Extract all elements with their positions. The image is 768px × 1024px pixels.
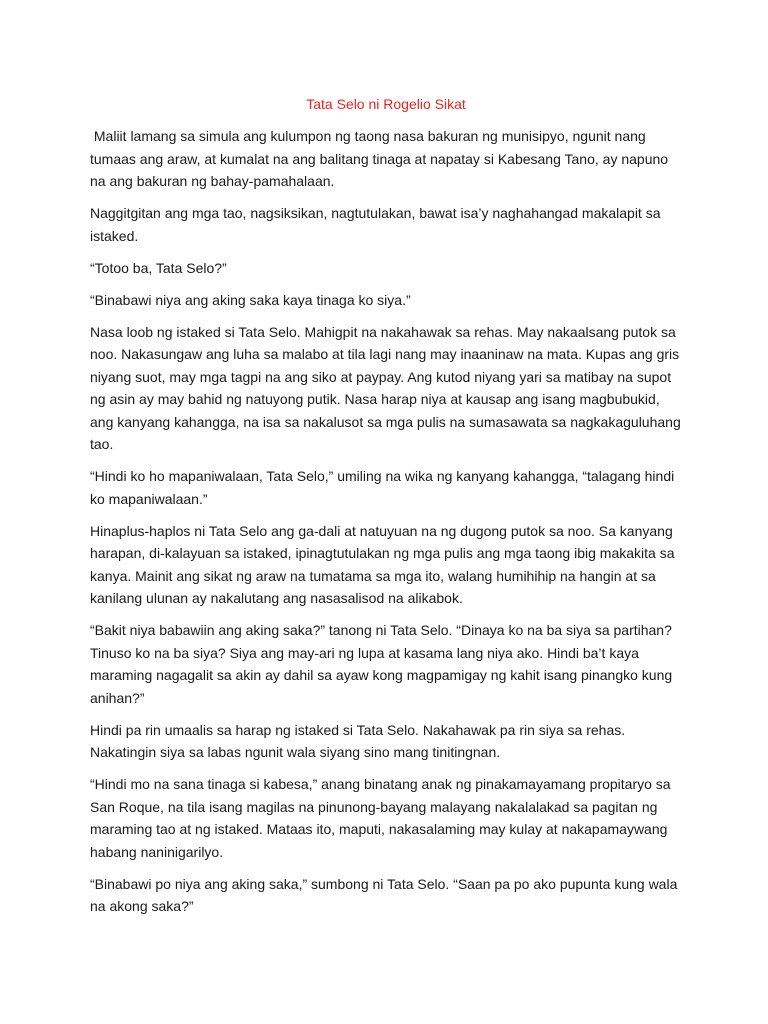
paragraph: “Bakit niya babawiin ang aking saka?” tanong ni Tata Selo. “Dinaya ko na ba siya sa partihan? Tinuso ko na ba siya? Siya ang may-ari ng lupa at kasama lang niya ako. Hindi ba’t kaya maraming nagagalit sa akin ay dahil sa ayaw kong magpamigay ng kahit isang pinangko kung anihan?” [90,622,677,706]
paragraph: “Binabawi niya ang aking saka kaya tinaga ko siya.” [90,291,411,308]
paragraph: Naggitgitan ang mga tao, nagsiksikan, nagtutulakan, bawat isa’y naghahangad makalapit sa istaked. [90,205,665,244]
document-body [90,93,685,927]
paragraph: “Binabawi po niya ang aking saka,” sumbong ni Tata Selo. “Saan pa po ako pupunta kung wala na akong saka?” [90,875,682,914]
document-title: Tata Selo ni Rogelio Sikat [306,96,466,112]
paragraph: Nasa loob ng istaked si Tata Selo. Mahigpit na nakahawak sa rehas. May nakaalsang putok sa noo. Nakasungaw ang luha sa malabo at tila lagi nang may inaaninaw na mata. Kupas ang gris niyang suot, may mga tagpi na ang siko at paypay. Ang kutod niyang yari sa matibay na supot ng asin ay may bahid ng natuyong putik. Nasa harap niya at kausap ang isang magbubukid, ang kanyang kahangga, na isa sa nakalusot sa mga pulis na sumasawata sa nagkakaguluhang tao. [90,323,685,452]
paragraph: Hinaplus-haplos ni Tata Selo ang ga-dali at natuyuan na ng dugong putok sa noo. Sa kanyang harapan, di-kalayuan sa istaked, ipinagtutulakan ng mga pulis ang mga taong ibig makakita sa kanya. Mainit ang sikat ng araw na tumatama sa mga ito, walang humihihip na hangin at sa kanilang ulunan ay nakalutang ang nasasalisod na alikabok. [90,522,679,606]
paragraph: Maliit lamang sa simula ang kulumpon ng taong nasa bakuran ng munisipyo, ngunit nang tumaas ang araw, at kumalat na ang balitang tinaga at napatay si Kabesang Tano, ay napuno na ang bakuran ng bahay-pamahalaan. [90,128,672,189]
paragraph: “Hindi ko ho mapaniwalaan, Tata Selo,” umiling na wika ng kanyang kahangga, “talagang hindi ko mapaniwalaan.” [90,468,679,507]
paragraph: Hindi pa rin umaalis sa harap ng istaked si Tata Selo. Nakahawak pa rin siya sa rehas. Nakatingin siya sa labas ngunit wala siyang sino mang tinitingnan. [90,721,630,760]
paragraph: “Hindi mo na sana tinaga si kabesa,” anang binatang anak ng pinakamayamang propitaryo sa San Roque, na tila isang magilas na pinunong-bayang malayang nakalalakad sa pagitan ng maraming tao at ng istaked. Mataas ito, maputi, nakasalaming may kulay at nakapamaywang habang naninigarilyo. [90,776,675,860]
paragraph: “Totoo ba, Tata Selo?” [90,259,227,276]
